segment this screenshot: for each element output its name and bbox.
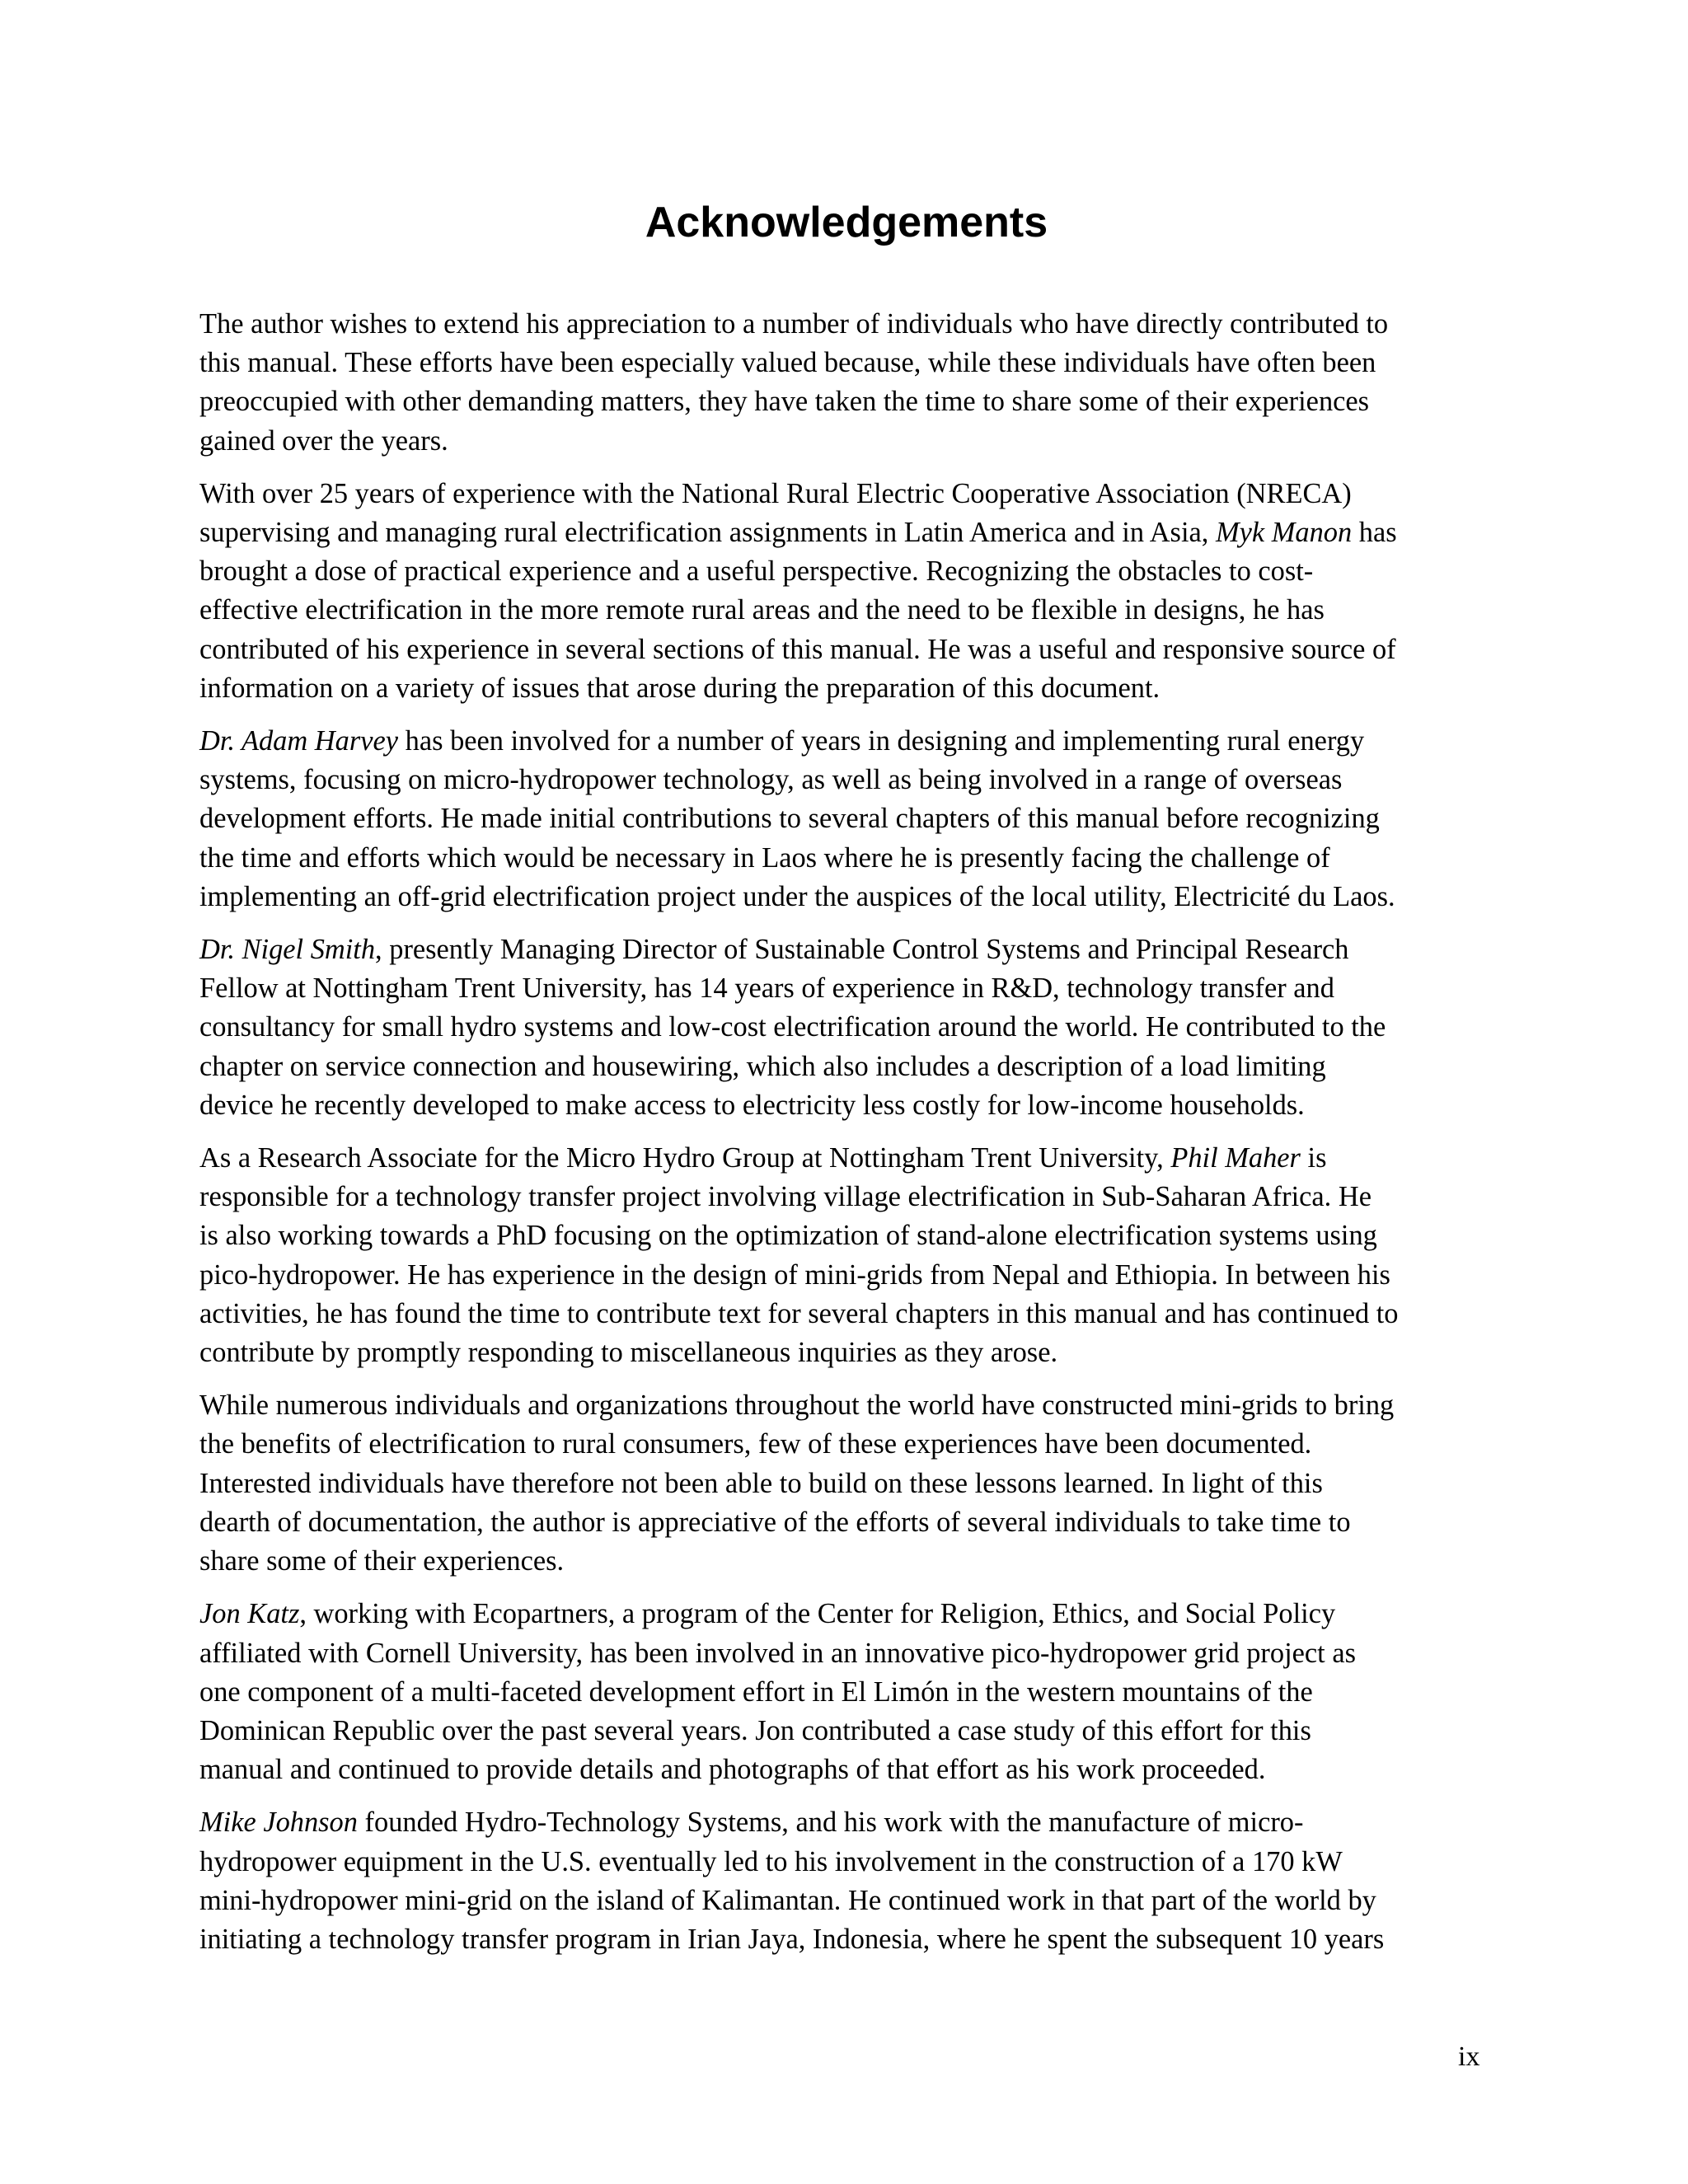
text-segment: is xyxy=(1300,1142,1327,1174)
contributor-name: Mike Johnson xyxy=(199,1807,358,1839)
text-segment: Interested individuals have therefore not been able to build on these lessons learned. In light of this xyxy=(199,1467,1323,1499)
text-segment: hydropower equipment in the U.S. eventually led to his involvement in the construction of a 170 kW xyxy=(199,1845,1343,1877)
text-line xyxy=(199,1333,1493,1372)
text-segment: effective electrification in the more remote rural areas and the need to be flexible in designs, he has xyxy=(199,594,1325,626)
text-segment: supervising and managing rural electrification assignments in Latin America and in Asia, xyxy=(199,517,1216,549)
paragraph xyxy=(199,475,1493,708)
text-line xyxy=(199,591,1493,630)
text-segment: affiliated with Cornell University, has been involved in an innovative pico-hydropower grid project as xyxy=(199,1637,1356,1669)
text-line xyxy=(199,1750,1493,1789)
contributor-name: Phil Maher xyxy=(1170,1142,1301,1174)
text-line xyxy=(199,1086,1493,1125)
text-segment: this manual. These efforts have been especially valued because, while these individuals have often been xyxy=(199,347,1376,379)
text-line xyxy=(199,1008,1493,1047)
text-segment: consultancy for small hydro systems and low-cost electrification around the world. He contributed to the xyxy=(199,1011,1386,1043)
text-line xyxy=(199,422,1493,461)
text-line xyxy=(199,1634,1493,1673)
paragraph xyxy=(199,1139,1493,1372)
text-line xyxy=(199,630,1493,669)
text-segment: one component of a multi-faceted development effort in El Limón in the western mountains of the xyxy=(199,1675,1313,1708)
text-line xyxy=(199,761,1493,799)
text-segment: development efforts. He made initial contributions to several chapters of this manual before recognizing xyxy=(199,803,1380,835)
text-segment: implementing an off-grid electrification project under the auspices of the local utility, Electricité du Laos. xyxy=(199,880,1395,912)
contributor-name: Myk Manon xyxy=(1215,517,1353,549)
text-segment: information on a variety of issues that arose during the preparation of this document. xyxy=(199,672,1160,704)
text-line xyxy=(199,1178,1493,1216)
text-line xyxy=(199,382,1493,421)
text-segment: responsible for a technology transfer project involving village electrification in Sub-Saharan Africa. He xyxy=(199,1181,1372,1213)
text-line xyxy=(199,1047,1493,1086)
text-segment: share some of their experiences. xyxy=(199,1545,565,1577)
text-line xyxy=(199,475,1493,513)
text-segment: chapter on service connection and housewiring, which also includes a description of a load limiting xyxy=(199,1050,1326,1082)
text-line xyxy=(199,1425,1493,1464)
text-line xyxy=(199,878,1493,916)
text-segment: has been involved for a number of years in designing and implementing rural energy xyxy=(398,725,1365,757)
text-line xyxy=(199,1712,1493,1750)
text-segment: mini-hydropower mini-grid on the island of Kalimantan. He continued work in that part of the world by xyxy=(199,1884,1376,1916)
text-segment: As a Research Associate for the Micro Hydro Group at Nottingham Trent University, xyxy=(199,1142,1171,1174)
page-number: ix xyxy=(1458,2041,1480,2072)
text-line xyxy=(199,1920,1493,1959)
text-line xyxy=(199,839,1493,878)
text-segment: pico-hydropower. He has experience in the design of mini-grids from Nepal and Ethiopia. In between his xyxy=(199,1258,1390,1291)
text-segment: contributed of his experience in several sections of this manual. He was a useful and responsive source of xyxy=(199,633,1396,665)
body-text xyxy=(199,305,1493,1973)
text-line xyxy=(199,1465,1493,1503)
text-line xyxy=(199,1803,1493,1842)
paragraph xyxy=(199,1386,1493,1581)
text-line xyxy=(199,1216,1493,1255)
text-segment: founded Hydro-Technology Systems, and his work with the manufacture of micro- xyxy=(357,1807,1304,1839)
text-segment: With over 25 years of experience with the National Rural Electric Cooperative Association (NRECA) xyxy=(199,477,1352,509)
text-line xyxy=(199,969,1493,1008)
paragraph xyxy=(199,1595,1493,1789)
text-segment: While numerous individuals and organizations throughout the world have constructed mini-grids to bring xyxy=(199,1390,1395,1422)
text-line xyxy=(199,1386,1493,1425)
text-line xyxy=(199,799,1493,838)
text-line xyxy=(199,1295,1493,1333)
text-line xyxy=(199,930,1493,969)
text-segment: activities, he has found the time to contribute text for several chapters in this manual and has continued to xyxy=(199,1297,1399,1329)
text-segment: device he recently developed to make access to electricity less costly for low-income households. xyxy=(199,1089,1305,1121)
text-segment: manual and continued to provide details and photographs of that effort as his work proceeded. xyxy=(199,1754,1266,1786)
text-line xyxy=(199,1542,1493,1581)
text-line xyxy=(199,1256,1493,1295)
text-line xyxy=(199,1843,1493,1882)
contributor-name: Dr. Adam Harvey xyxy=(199,725,399,757)
paragraph xyxy=(199,722,1493,916)
text-segment: The author wishes to extend his appreciation to a number of individuals who have directly contributed to xyxy=(199,308,1389,340)
text-line xyxy=(199,344,1493,382)
paragraph xyxy=(199,1803,1493,1959)
text-segment: Fellow at Nottingham Trent University, has 14 years of experience in R&D, technology transfer and xyxy=(199,972,1334,1005)
paragraph xyxy=(199,930,1493,1125)
text-segment: has xyxy=(1352,517,1397,549)
text-line xyxy=(199,1595,1493,1633)
page-title: Acknowledgements xyxy=(645,199,1048,246)
text-line xyxy=(199,513,1493,552)
text-segment: initiating a technology transfer program in Irian Jaya, Indonesia, where he spent the subsequent 10 years xyxy=(199,1923,1385,1955)
text-segment: preoccupied with other demanding matters, they have taken the time to share some of their experiences xyxy=(199,386,1370,418)
text-segment: Dominican Republic over the past several years. Jon contributed a case study of this effort for this xyxy=(199,1714,1311,1746)
contributor-name: Jon Katz xyxy=(199,1598,300,1630)
text-line xyxy=(199,669,1493,708)
text-line xyxy=(199,1139,1493,1178)
text-line xyxy=(199,722,1493,761)
text-segment: contribute by promptly responding to miscellaneous inquiries as they arose. xyxy=(199,1337,1058,1369)
text-line xyxy=(199,305,1493,344)
text-line xyxy=(199,1673,1493,1712)
text-line xyxy=(199,1503,1493,1542)
text-segment: is also working towards a PhD focusing on the optimization of stand-alone electrification systems using xyxy=(199,1220,1377,1252)
text-segment: , working with Ecopartners, a program of the Center for Religion, Ethics, and Social Policy xyxy=(299,1598,1336,1630)
text-segment: the time and efforts which would be necessary in Laos where he is presently facing the challenge of xyxy=(199,841,1330,874)
text-line xyxy=(199,1882,1493,1920)
text-line xyxy=(199,552,1493,591)
text-segment: dearth of documentation, the author is appreciative of the efforts of several individuals to take time to xyxy=(199,1506,1351,1538)
contributor-name: Dr. Nigel Smith xyxy=(199,934,376,966)
paragraph xyxy=(199,305,1493,461)
text-segment: gained over the years. xyxy=(199,424,448,457)
text-segment: brought a dose of practical experience and a useful perspective. Recognizing the obstacles to cost- xyxy=(199,555,1314,588)
text-segment: , presently Managing Director of Sustainable Control Systems and Principal Research xyxy=(375,934,1349,966)
text-segment: systems, focusing on micro-hydropower technology, as well as being involved in a range of overseas xyxy=(199,764,1343,796)
text-segment: the benefits of electrification to rural consumers, few of these experiences have been documented. xyxy=(199,1428,1312,1460)
